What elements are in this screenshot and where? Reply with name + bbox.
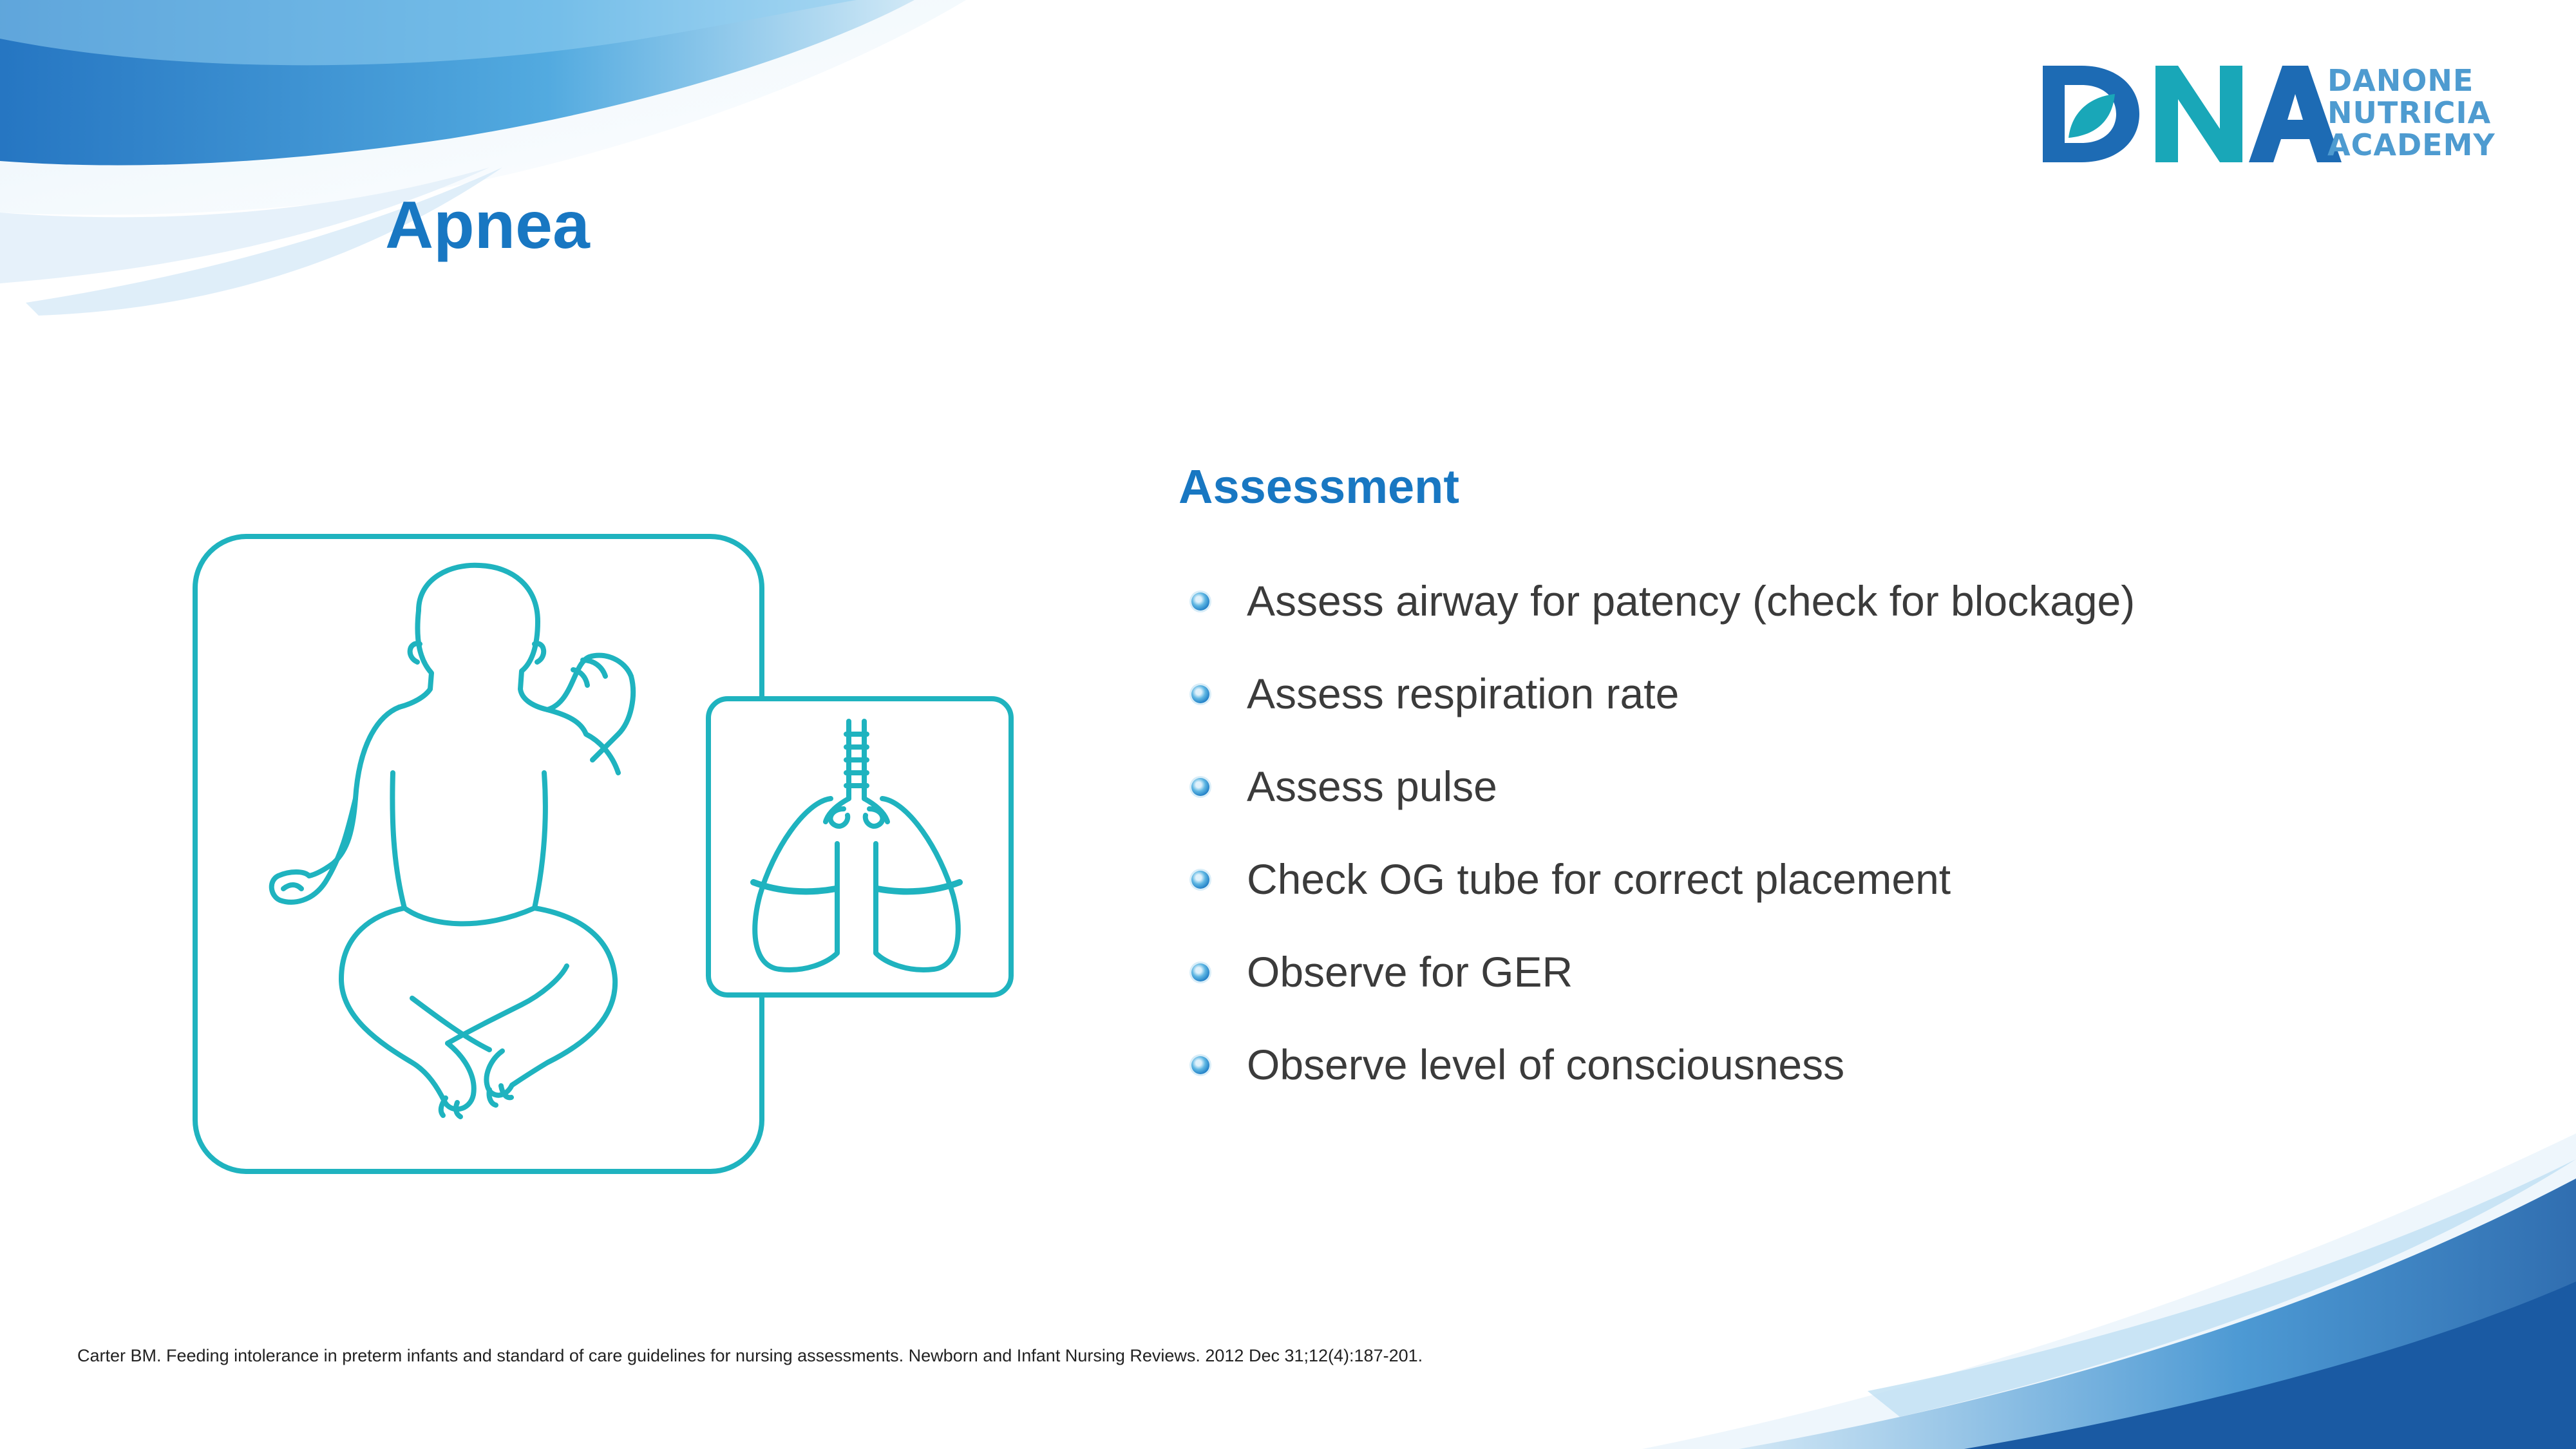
logo-wordmark (2327, 64, 2496, 161)
bullet-list (1191, 555, 2135, 1112)
bullet-dot-icon (1191, 1056, 1209, 1074)
bullet-text: Assess respiration rate (1247, 670, 1680, 718)
dna-logo (2035, 58, 2518, 171)
section-heading: Assessment (1179, 460, 1460, 513)
bullet-item (1191, 741, 2135, 833)
bullet-item (1191, 555, 2135, 648)
illustration (187, 528, 1024, 1191)
bullet-text: Observe level of consciousness (1247, 1041, 1845, 1089)
logo-line-2: NUTRICIA (2327, 95, 2492, 130)
bullet-dot-icon (1191, 871, 1209, 889)
bullet-dot-icon (1191, 778, 1209, 796)
bullet-text: Observe for GER (1247, 948, 1573, 996)
bullet-dot-icon (1191, 592, 1209, 611)
slide-title: Apnea (385, 188, 590, 263)
bullet-item (1191, 648, 2135, 741)
bullet-item (1191, 833, 2135, 926)
bullet-dot-icon (1191, 963, 1209, 981)
baby-frame (195, 536, 762, 1171)
bullet-dot-icon (1191, 685, 1209, 703)
baby-icon (272, 565, 633, 1117)
leaf-icon (2069, 94, 2115, 138)
bullet-item (1191, 1019, 2135, 1112)
bullet-text: Assess airway for patency (check for blockage) (1247, 577, 2136, 625)
bullet-text: Check OG tube for correct placement (1247, 855, 1951, 904)
citation: Carter BM. Feeding intolerance in preterm infants and standard of care guidelines for nursing assessments. Newborn and Infant Nursing Reviews. 2012 Dec 31;12(4):187-201. (77, 1346, 1423, 1365)
logo-line-1: DANONE (2327, 63, 2474, 98)
bullet-text: Assess pulse (1247, 762, 1497, 811)
logo-line-3: ACADEMY (2327, 128, 2496, 162)
bullet-item (1191, 926, 2135, 1019)
lungs-frame (708, 699, 1011, 995)
